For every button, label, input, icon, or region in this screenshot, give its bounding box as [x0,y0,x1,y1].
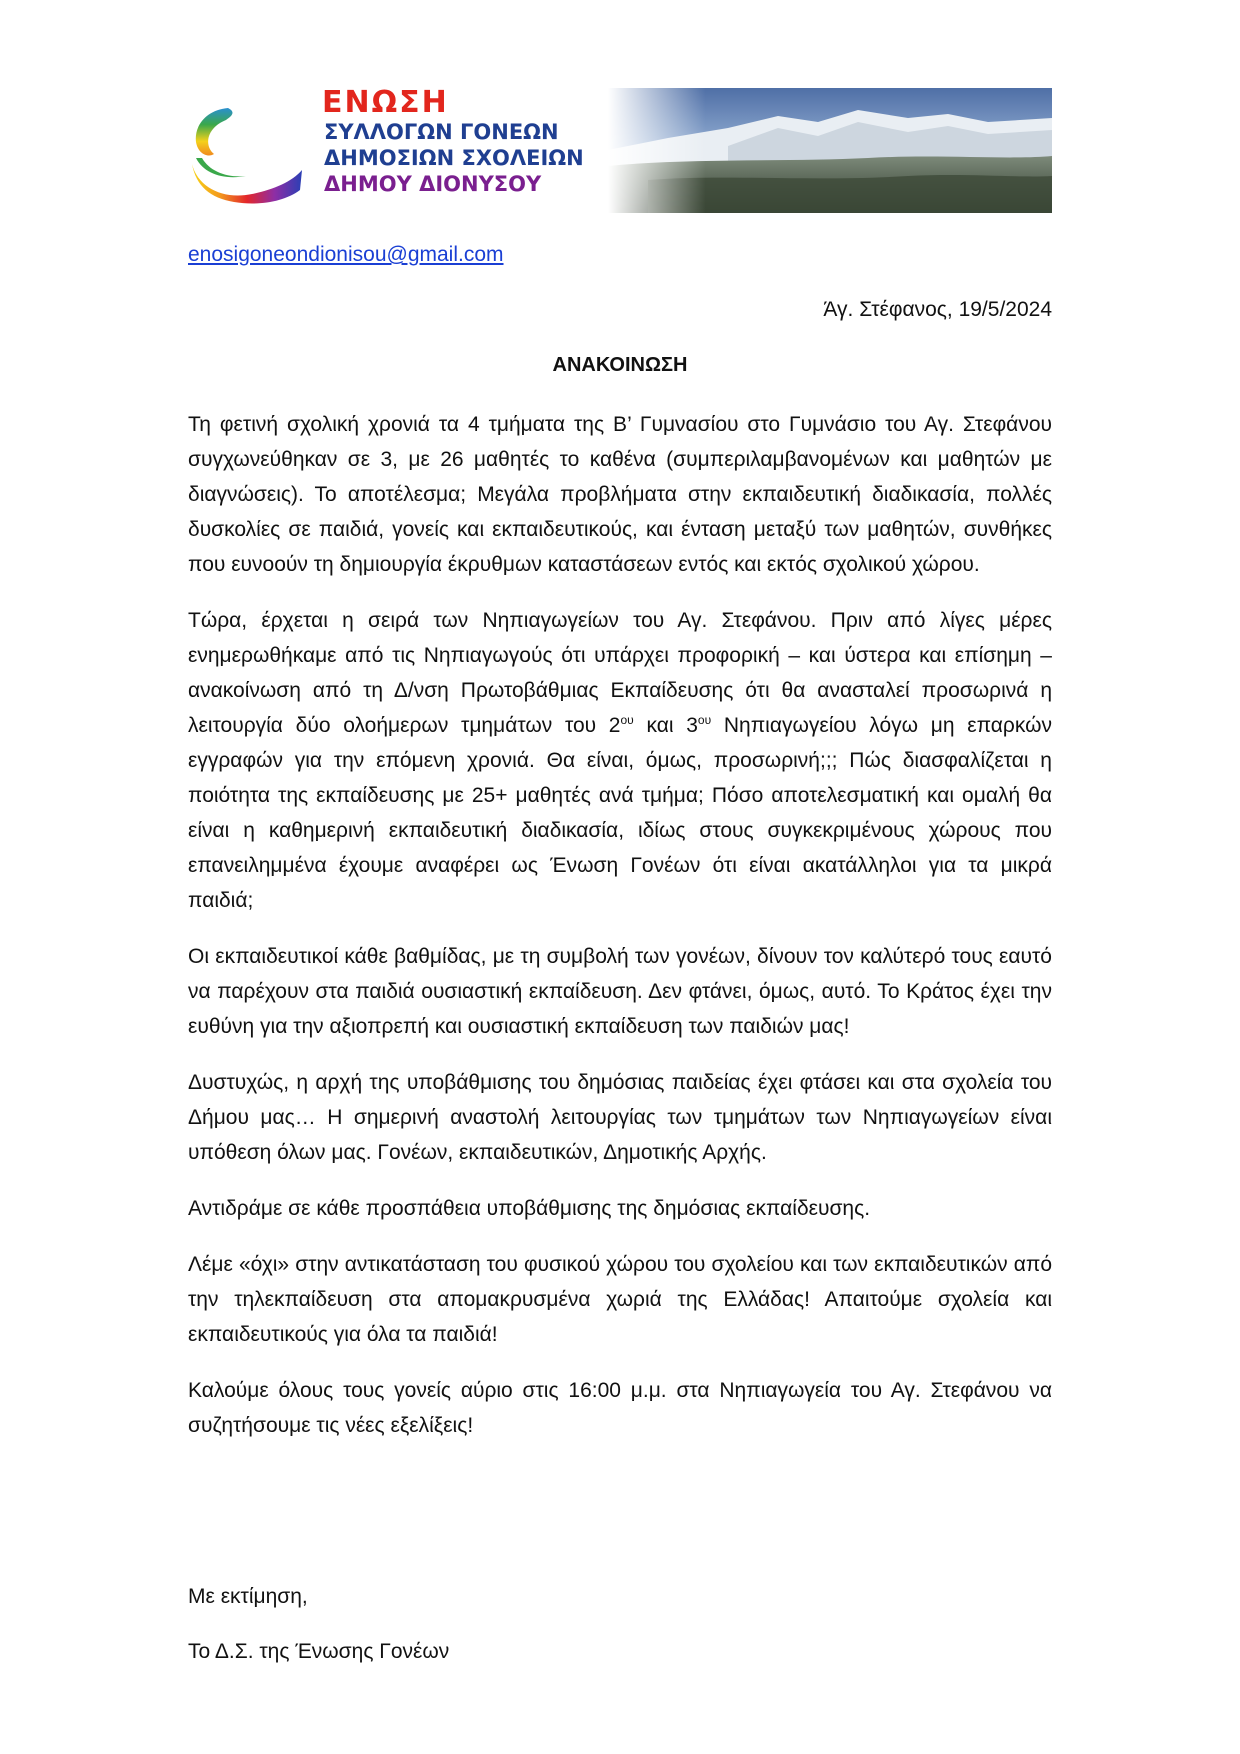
document-title: ΑΝΑΚΟΙΝΩΣΗ [552,354,688,376]
superscript-ordinal: ου [620,713,634,727]
paragraph-2-part-a: Τώρα, έρχεται η σειρά των Νηπιαγωγείων του Αγ. Στεφάνου. Πριν από λίγες μέρες ενημερωθήκαμε από τις Νηπιαγωγούς ότι υπάρχει προφορική – και ύστερα και επίσημη – ανακοίνωση από τη Δ/νση Πρωτοβάθμιας Εκπαίδευσης ότι θα ανασταλεί προσωρινά η λειτουργία δύο ολοήμερων τμημάτων του 2 [188,609,1052,737]
org-name-line-2: ΣΥΛΛΟΓΩΝ ΓΟΝΕΩΝ [324,120,559,144]
letterhead [188,85,1052,213]
paragraph-4: Δυστυχώς, η αρχή της υποβάθμισης του δημόσιας παιδείας έχει φτάσει και στα σχολεία του Δήμου μας… Η σημερινή αναστολή λειτουργίας των τμημάτων των Νηπιαγωγείων είναι υπόθεση όλων μας. Γονέων, εκπαιδευτικών, Δημοτικής Αρχής. [188,1071,1052,1164]
rainbow-swirl-logo-icon [188,102,304,206]
announcement-body [188,407,1052,1464]
paragraph-3: Οι εκπαιδευτικοί κάθε βαθμίδας, με τη συμβολή των γονέων, δίνουν τον καλύτερό τους εαυτό να παρέχουν στα παιδιά ουσιαστική εκπαίδευση. Δεν φτάνει, όμως, αυτό. Το Κράτος έχει την ευθύνη για την αξιοπρεπή και ουσιαστική εκπαίδευση των παιδιών μας! [188,945,1052,1038]
signature: Το Δ.Σ. της Ένωσης Γονέων [188,1640,450,1663]
paragraph-2-part-c: Νηπιαγωγείου λόγω μη επαρκών εγγραφών για την επόμενη χρονιά. Θα είναι, όμως, προσωρινή;;; Πώς διασφαλίζεται η ποιότητα της εκπαίδευσης με 25+ μαθητές ανά τμήμα; Πόσο αποτελεσματική και ομαλή θα είναι η καθημερινή εκπαιδευτική διαδικασία, ιδίως στους συγκεκριμένους χώρους που επανειλημμένα έχουμε αναφέρει ως Ένωση Γονέων ότι είναι ακατάλληλοι για τα μικρά παιδιά; [188,714,1052,912]
superscript-ordinal: ου [697,713,712,727]
paragraph-2 [188,603,1052,918]
paragraph-6: Λέμε «όχι» στην αντικατάσταση του φυσικού χώρου του σχολείου και των εκπαιδευτικών από την τηλεκπαίδευση στα απομακρυσμένα χωριά της Ελλάδας! Απαιτούμε σχολεία και εκπαιδευτικούς για όλα τα παιδιά! [188,1253,1052,1346]
paragraph-1: Τη φετινή σχολική χρονιά τα 4 τμήματα της Β’ Γυμνασίου στο Γυμνάσιο του Αγ. Στεφάνου συγχωνεύθηκαν σε 3, με 26 μαθητές το καθένα (συμπεριλαμβανομένων και μαθητών με διαγνώσεις). Το αποτέλεσμα; Μεγάλα προβλήματα στην εκπαιδευτική διαδικασία, πολλές δυσκολίες σε παιδιά, γονείς και εκπαιδευτικούς, και ένταση μεταξύ των μαθητών, συνθήκες που ευνοούν τη δημιουργία έκρυθμων καταστάσεων εντός και εκτός σχολικού χώρου. [188,413,1052,576]
paragraph-2-part-b: και 3 [633,714,698,737]
org-name-line-4: ΔΗΜΟΥ ΔΙΟΝΥΣΟΥ [324,172,542,196]
paragraph-5: Αντιδράμε σε κάθε προσπάθεια υποβάθμισης της δημόσιας εκπαίδευσης. [188,1197,871,1220]
date-location: Άγ. Στέφανος, 19/5/2024 [823,298,1052,321]
organization-name [322,85,632,200]
org-name-line-3: ΔΗΜΟΣΙΩΝ ΣΧΟΛΕΙΩΝ [324,146,584,170]
closing-salutation: Με εκτίμηση, [188,1585,308,1608]
email-link[interactable]: enosigoneondionisou@gmail.com [188,243,504,266]
mountain-banner-image [608,88,1052,213]
org-name-line-1: ΕΝΩΣΗ [322,85,449,120]
paragraph-7: Καλούμε όλους τους γονείς αύριο στις 16:00 μ.μ. στα Νηπιαγωγεία του Αγ. Στεφάνου να συζητήσουμε τις νέες εξελίξεις! [188,1379,1052,1437]
